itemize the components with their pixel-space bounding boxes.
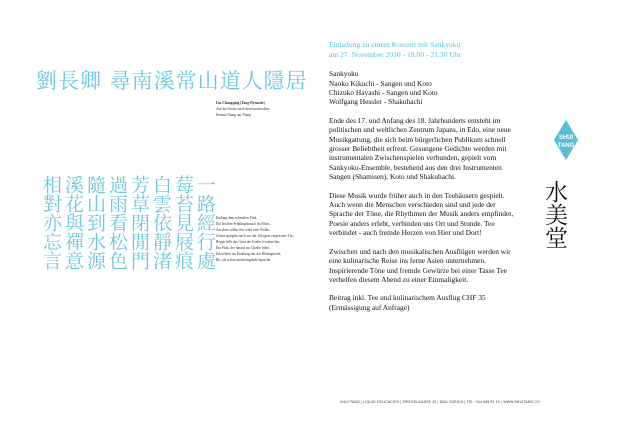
footer-address: SHUI TANG | LIQUID DELICACIES | SPIEGELGASSE 26 | 8001 ZÜRICH | TEL. 044 555 81 10 | WWW.SHUITANG.CH bbox=[340, 400, 540, 404]
shuitang-badge-logo bbox=[552, 118, 580, 162]
author-line: Liu Changqing (Tang-Dynastie) bbox=[216, 101, 265, 105]
poem-author bbox=[216, 100, 326, 118]
paragraph-culinary: Zwischen und nach den musikalischen Ausflügen werden wir eine kulinarische Reise ins ferne Asien unternehmen. Inspirierende Töne und fremde Gewürze bei einer Tasse Tee verhelfen diesem Abend zu einer Einmaligkeit. bbox=[329, 246, 511, 284]
poem-line: Schön spiegeln nach vor der Ufergras vergessene Tür; bbox=[216, 234, 294, 238]
poem-line: Erleichtert im Einklang mit der Blütenpracht, bbox=[216, 252, 282, 256]
author-line: Eremit Chang am Nanqi bbox=[216, 113, 252, 117]
poem-line: Entlang dem schmalen Pfad, bbox=[216, 216, 258, 220]
paragraph-teahouse: Diese Musik wurde früher auch in den Teehäusern gespielt. Auch wenn die Menschen verschieden sind und jede der Sprache der Töne, die Rhythmen der Musik anders empfindet, Poesie anders erlebt, verbinden uns Ort und Stunde. Tee verbindet - auch fremde Herzen von Hier und Dort! bbox=[329, 190, 514, 238]
invitation-text bbox=[329, 40, 519, 321]
poem-line: Ein Pfad, der hinauf zur Quelle führt, bbox=[216, 246, 270, 250]
price-info bbox=[329, 293, 519, 312]
paragraph-history: Ende des 17. und Anfang des 18. Jahrhunderts entsteht im politischen und weltlichen Zentrum Japans, in Edo, eine neue Musikgattung, die sich beim bürgerlichen Publikum schnell grosser Beliebtheit erfreut. Gesungene Gedichte werden mit instrumentalen Zwischenspielen verbunden, gepielt vom Sankyoku-Ensemble, bestehend aus den drei Instrumenten Sangen (Shamisen), Koto und Shakuhachi. bbox=[329, 115, 511, 182]
badge-text-bottom: TANG bbox=[557, 143, 575, 149]
poem-line: Am dem stillen See weht eine Wolke, bbox=[216, 228, 271, 232]
author-line: Auf der Suche nach dem taoistischen bbox=[216, 107, 270, 111]
ensemble-name: Sankyoku bbox=[329, 69, 359, 79]
shuitang-kanji-logo bbox=[534, 180, 574, 249]
performer: Chizuko Hayashi - Sangen und Koto bbox=[329, 88, 438, 97]
performer: Wolfgang Hessler - Shakuhachi bbox=[329, 97, 423, 107]
logo-kanji: 水美堂 bbox=[541, 180, 567, 249]
price-line: Beitrag inkl. Tee und kulinarischem Ausflug CHF 35 bbox=[329, 293, 486, 303]
discount-line: (Ermässigung auf Anfrage) bbox=[329, 302, 410, 312]
ensemble-list bbox=[329, 69, 519, 107]
poem-line: Regen fällt das Grün der Kiefer leuchtet hin, bbox=[216, 240, 281, 244]
heading-line: am 27. November 2010 - 19.00 - 21.30 Uhr bbox=[329, 49, 462, 59]
performer: Naoko Kikuchi - Sangen und Koto bbox=[329, 78, 432, 88]
poem-line: Bis ich schon umherliegende Sprache. bbox=[216, 258, 271, 262]
poem-translation bbox=[216, 215, 326, 263]
poem-line: Ein leichter Frühlingshauch im Moos, bbox=[216, 222, 271, 226]
invitation-heading bbox=[329, 40, 519, 59]
calligraphy-poem: 一路經行處莓苔見屐痕白雲依靜渚芳草閉閒門過雨看松色隨山到水源溪花與禪意相對亦忘言 bbox=[40, 175, 216, 270]
calligraphy-title: 劉長卿 尋南溪常山道人隱居 bbox=[36, 69, 308, 93]
badge-text-top: SHUI bbox=[558, 135, 574, 141]
heading-line: Einladung zu einem Konzert mit Sankyoku bbox=[329, 40, 461, 49]
